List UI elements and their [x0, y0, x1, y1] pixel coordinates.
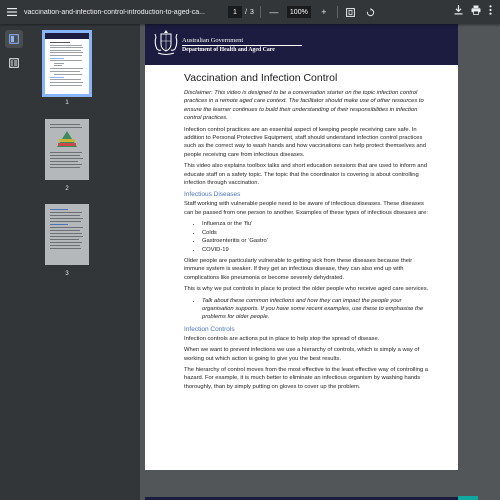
- page-thumbnail-3[interactable]: [45, 204, 89, 265]
- government-name: Australian Government: [182, 37, 244, 44]
- menu-icon[interactable]: [0, 0, 24, 24]
- document-heading: Vaccination and Infection Control: [184, 72, 338, 84]
- paragraph: Staff working with vulnerable people need to be aware of infectious diseases. These diseases can be passed from one person to another. Examples of these types of infectious diseases are:: [184, 201, 428, 216]
- page-separator: /: [245, 8, 247, 16]
- toolbar-actions: [454, 5, 492, 17]
- thumbnail-label: 2: [65, 186, 69, 192]
- zoom-controls: [267, 5, 331, 19]
- document-content: [184, 72, 434, 394]
- pdf-toolbar: [0, 0, 500, 24]
- list-item: • Colds: [202, 229, 434, 237]
- page-accent-strip: [458, 496, 478, 500]
- banner-divider: [182, 45, 302, 46]
- thumbnail-label: 3: [65, 271, 69, 277]
- zoom-input[interactable]: [287, 6, 311, 18]
- more-options-icon[interactable]: [489, 5, 492, 17]
- rotate-icon[interactable]: [364, 5, 378, 19]
- section-heading-infectious-diseases: Infectious Diseases: [184, 191, 241, 199]
- sidebar-icon-rail: [0, 24, 28, 500]
- toolbar-divider: [260, 6, 261, 18]
- list-item: • Influenza or the ‘flu’: [202, 220, 434, 228]
- outline-view-icon[interactable]: [5, 54, 23, 72]
- fit-page-icon[interactable]: [344, 5, 358, 19]
- thumbnail-label: 1: [65, 100, 69, 106]
- zoom-out-button[interactable]: —: [269, 6, 279, 17]
- list-item: • Gastroenteritis or ‘Gastro’: [202, 237, 434, 245]
- list-item: • COVID-19: [202, 246, 434, 254]
- paragraph: Infection controls are actions put in place to help stop the spread of disease.: [184, 335, 380, 342]
- page-selector: [228, 6, 254, 18]
- department-name: Department of Health and Aged Care: [182, 47, 275, 53]
- coat-of-arms-logo: [153, 29, 179, 64]
- page-thumbnail-2[interactable]: [45, 119, 89, 180]
- disclaimer-paragraph: Disclaimer: This video is designed to be a conversation starter on the topic infection control practices in a remote aged care context. The facilitator should make use of other resources to ensure the learner continues to build their understanding of their responsibilities in infection control practices.: [184, 90, 424, 122]
- facilitator-note: • Talk about these common infections and how they can impact the people your organisation supports. If you have some recent examples, use these to emphasise the problems for older people.: [202, 297, 434, 322]
- print-icon[interactable]: [471, 5, 481, 17]
- paragraph: The hierarchy of control moves from the most effective to the least effective way of controlling a hazard. For example, it is much better to eliminate an infectious organism by washing hands thoroughly, than by simply putting on gloves to cover up the problem.: [184, 366, 429, 390]
- total-pages: 3: [249, 8, 254, 16]
- disease-list: [202, 220, 434, 254]
- zoom-in-button[interactable]: +: [321, 6, 327, 17]
- paragraph: This is why we put controls in place to protect the older people who receive aged care services.: [184, 286, 429, 293]
- paragraph: Infection control practices are an essential aspect of keeping people receiving care safe. In addition to Personal Protective Equipment, staff should understand infection control practices such as the correct way to wash hands and how vaccinations can help protect themselves and people receiving care from infectious diseases.: [184, 126, 426, 158]
- paragraph: This video also explains toolbox talks and short education sessions that are used to inform and educate staff on a safety topic. The topic that the coordinator is covering is about controlling infection through vaccination.: [184, 163, 427, 187]
- page-number-input[interactable]: [228, 6, 242, 18]
- toolbar-divider: [337, 6, 338, 18]
- download-icon[interactable]: [454, 5, 463, 17]
- document-title: vaccination-and-infection-control-introduction-to-aged-ca...: [24, 8, 205, 16]
- paragraph: Older people are particularly vulnerable to getting sick from these diseases because their immune system is weaker. If they get an infectious disease, they can also end up with complications like pneumonia or become severely dehydrated.: [184, 257, 413, 281]
- page-thumbnail-1[interactable]: [45, 33, 89, 94]
- paragraph: When we want to prevent infections we use a hierarchy of controls, which is simply a way of working out which action is going to give you the best results.: [184, 347, 420, 362]
- government-banner: [145, 24, 458, 65]
- pdf-page-1: [145, 24, 458, 470]
- thumbnails-view-icon[interactable]: [5, 30, 23, 48]
- facilitator-note-list: [202, 297, 434, 322]
- section-heading-infection-controls: Infection Controls: [184, 325, 235, 333]
- thumbnail-panel: [28, 24, 140, 500]
